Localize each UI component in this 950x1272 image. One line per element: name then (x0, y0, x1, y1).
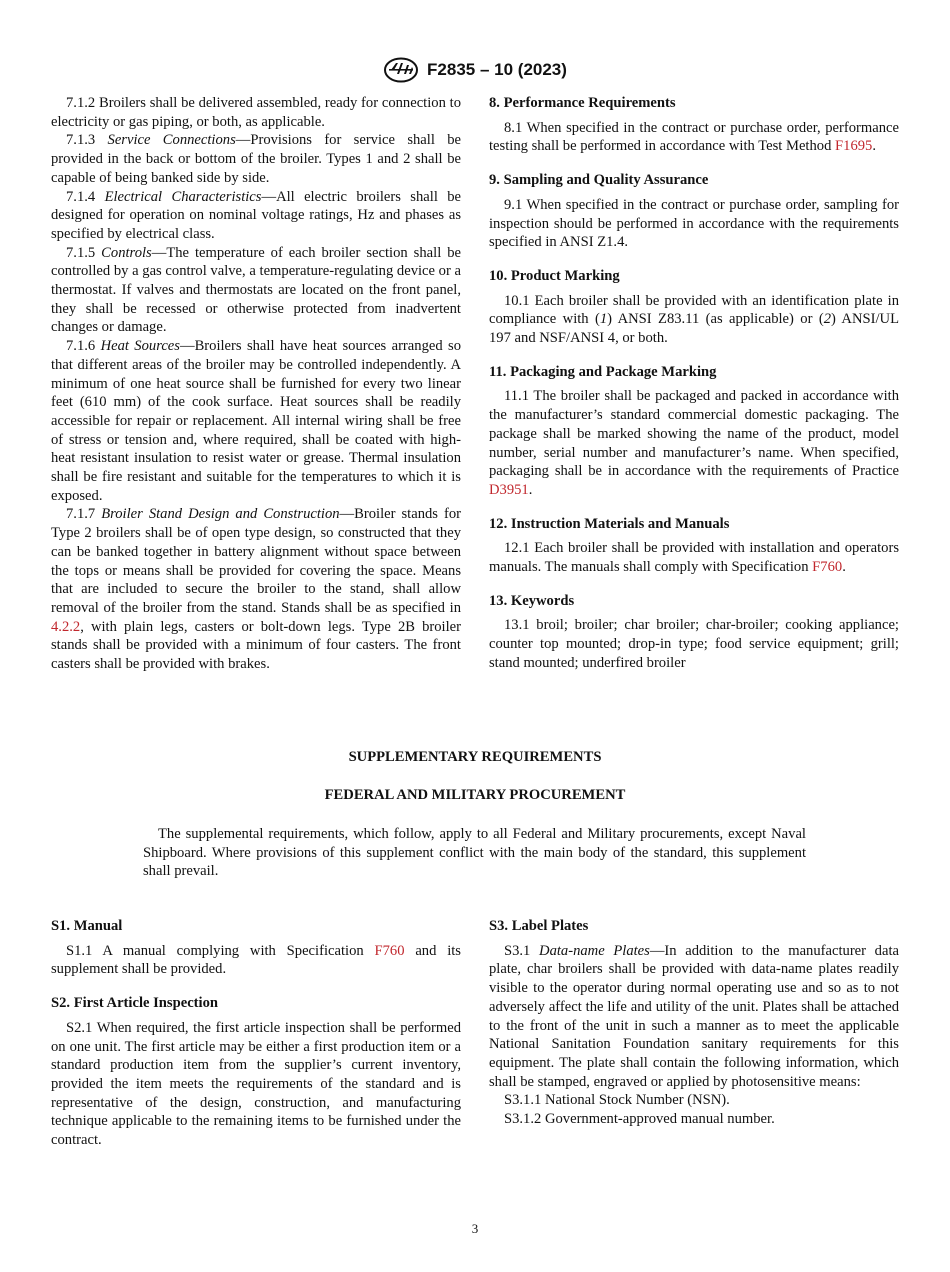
astm-logo-icon (383, 57, 419, 83)
supplementary-title: SUPPLEMENTARY REQUIREMENTS (348, 749, 602, 765)
section-heading-8: 8. Performance Requirements (489, 95, 676, 111)
paragraph-7-1-5: 7.1.5 Controls—The temperature of each broiler section shall be controlled by a gas control valve, a temperature-regulating device or a thermostat. If valves and thermostats are located on the front panel, they shall be recessed or otherwise protected from inadvertent changes or damage. (51, 244, 461, 336)
link-d3951[interactable]: D3951 (489, 481, 529, 498)
section-heading-9: 9. Sampling and Quality Assurance (489, 172, 709, 189)
left-column-top (51, 94, 461, 674)
paragraph-8-1: 8.1 When specified in the contract or purchase order, performance testing shall be performed in accordance with Test Method F1695. (489, 119, 899, 155)
document-id: F2835 – 10 (2023) (427, 60, 567, 79)
supplementary-subtitle: FEDERAL AND MILITARY PROCUREMENT (324, 787, 626, 803)
section-heading-s3: S3. Label Plates (489, 918, 589, 934)
section-heading-12: 12. Instruction Materials and Manuals (489, 515, 730, 532)
left-column-bottom (51, 917, 461, 1150)
section-heading-s2: S2. First Article Inspection (51, 995, 219, 1012)
paragraph-9-1: 9.1 When specified in the contract or purchase order, sampling for inspection should be performed in accordance with the requirements specified in ANSI Z1.4. (489, 196, 899, 251)
right-column-bottom (489, 917, 899, 1129)
paragraph-11-1: 11.1 The broiler shall be packaged and packed in accordance with the manufacturer’s standard commercial domestic packaging. The package shall be marked showing the name of the product, model number, serial number and manufacturer’s name. When specified, packaging shall be in accordance with the requirements of Practice D3951. (489, 388, 899, 498)
paragraph-7-1-2: 7.1.2 Broilers shall be delivered assembled, ready for connection to electricity or gas piping, or both, as applicable. (51, 95, 461, 130)
link-f760[interactable]: F760 (812, 559, 843, 576)
paragraph-s3-1: S3.1 Data-name Plates—In addition to the manufacturer data plate, char broilers shall be provided with data-name plates readily visible to the operator during normal operating use and so as to not adversely affect the life and utility of the unit. Plates shall be attached to the front of the unit in such a manner as to meet the applicable National Sanitation Foundation sanitary requirements for this equipment. The plate shall contain the following information, which shall be stamped, engraved or applied by photosensitive means: (489, 942, 899, 1090)
paragraph-13-1: 13.1 broil; broiler; char broiler; char-broiler; cooking appliance; counter top mounted; drop-in type; food service equipment; grill; stand mounted; underfired broiler (489, 617, 899, 671)
link-f760-s1[interactable]: F760 (374, 942, 405, 959)
paragraph-7-1-3: 7.1.3 Service Connections—Provisions for service shall be provided in the back or bottom of the broiler. Types 1 and 2 shall be capable of being banked side by side. (51, 132, 461, 186)
link-f1695[interactable]: F1695 (835, 138, 873, 155)
paragraph-12-1: 12.1 Each broiler shall be provided with installation and operators manuals. The manuals shall comply with Specification F760. (489, 540, 899, 576)
paragraph-10-1: 10.1 Each broiler shall be provided with an identification plate in compliance with (1) ANSI Z83.11 (as applicable) or (2) ANSI/UL 197 and NSF/ANSI 4, or both. (489, 292, 899, 347)
section-heading-11: 11. Packaging and Package Marking (489, 363, 717, 380)
section-heading-13: 13. Keywords (489, 592, 575, 609)
section-heading-10: 10. Product Marking (489, 267, 620, 284)
paragraph-7-1-6: 7.1.6 Heat Sources—Broilers shall have heat sources arranged so that different areas of the broiler may be controlled independently. A minimum of one heat source shall be furnished for every two linear feet (610 mm) of the cook surface. Heat sources shall be readily accessible for repair or replacement. All internal wiring shall be free of stress or tension and, where required, shall be coated with high-heat resistant insulation to resist water or grease. Thermal insulation shall be fire resistant and suitable for the temperatures to which it is exposed. (51, 338, 461, 504)
paragraph-s3-1-1: S3.1.1 National Stock Number (NSN). (504, 1092, 730, 1109)
paragraph-s3-1-2: S3.1.2 Government-approved manual number. (504, 1111, 775, 1128)
link-4-2-2[interactable]: 4.2.2 (51, 618, 81, 635)
supplementary-intro: The supplemental requirements, which follow, apply to all Federal and Military procurements, except Naval Shipboard. Where provisions of this supplement conflict with the main body of the standard, this supplement shall prevail. (143, 826, 806, 880)
page-number: 3 (471, 1221, 479, 1236)
paragraph-s2-1: S2.1 When required, the first article inspection shall be performed on one unit. The first article may be either a first production item or a standard production item from the supplier’s current inventory, provided the item meets the requirements of the standard and is representative of the design, construction, and manufacturing technique applicable to the remaining items to be furnished under the contract. (51, 1019, 461, 1149)
paragraph-7-1-4: 7.1.4 Electrical Characteristics—All electric broilers shall be designed for operation on nominal voltage ratings, Hz and phases as specified by electrical class. (51, 188, 462, 242)
right-column-top (489, 94, 899, 673)
section-heading-s1: S1. Manual (51, 918, 123, 934)
paragraph-7-1-7: 7.1.7 Broiler Stand Design and Construction—Broiler stands for Type 2 broilers shall be of open type design, so constructed that they can be banked together in battery alignment without space between the tops or means shall be provided for covering the space. Means that are included to secure the broiler to the stand, shall allow removal of the broiler from the stand. Stands shall be as specified in 4.2.2, with plain legs, casters or bolt-down legs. Type 2B broiler stands shall be provided with a minimum of four casters. The front casters shall be provided with brakes. (51, 506, 461, 673)
page-header (0, 56, 950, 84)
paragraph-s1-1: S1.1 A manual complying with Specification F760 and its supplement shall be provided. (51, 942, 461, 978)
